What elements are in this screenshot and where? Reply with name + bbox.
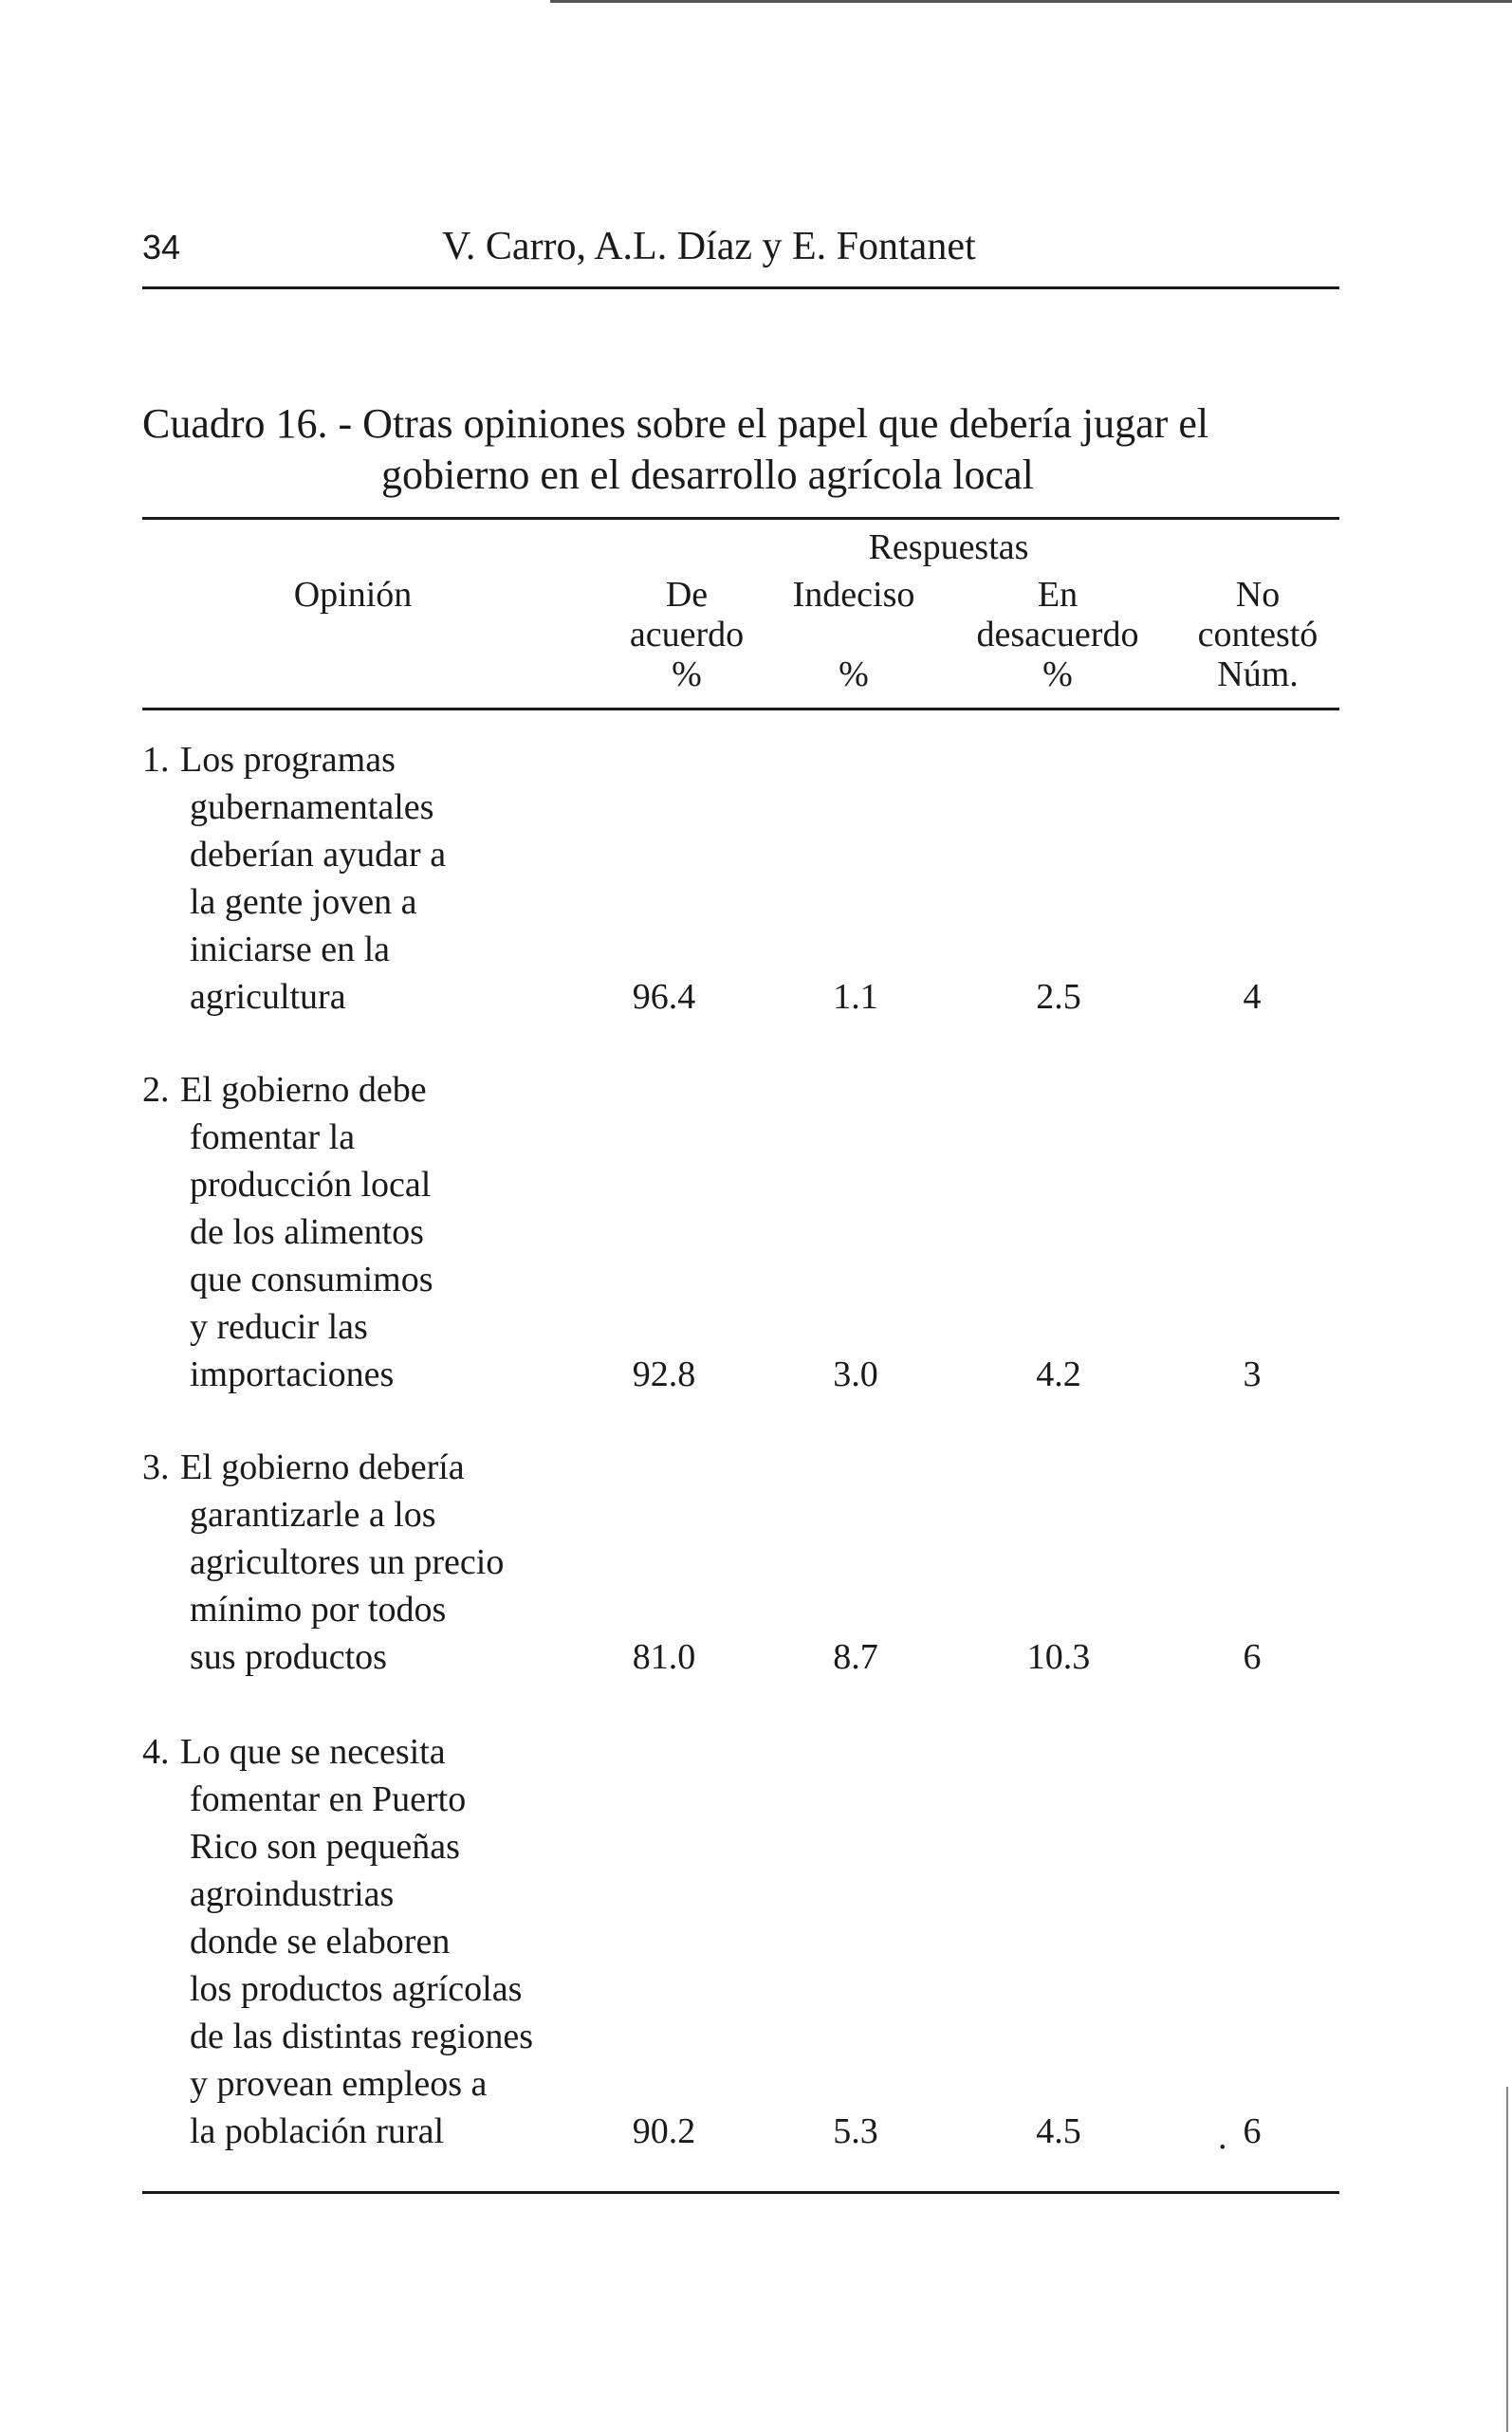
header-line: % bbox=[839, 654, 869, 694]
value-en-desacuerdo: 4.2 bbox=[1036, 1354, 1081, 1394]
opinion-number: 1. bbox=[142, 740, 170, 780]
value-en-desacuerdo: 4.5 bbox=[1036, 2111, 1081, 2151]
header-indeciso bbox=[759, 575, 949, 694]
opinion-rest: fomentar la producción local de los alimentos que consumimos y reducir las importaciones bbox=[190, 1117, 433, 1394]
opinion-text bbox=[142, 736, 636, 1021]
value-de-acuerdo: 92.8 bbox=[632, 1354, 696, 1394]
header-no-contesto bbox=[1163, 575, 1353, 694]
header-line: % bbox=[1042, 654, 1073, 694]
header-de-acuerdo bbox=[592, 575, 782, 694]
header-line: % bbox=[672, 654, 702, 694]
print-speck: . bbox=[1218, 2117, 1227, 2157]
header-line: No bbox=[1235, 575, 1281, 615]
opinion-first-line: El gobierno debería bbox=[180, 1447, 465, 1487]
header-line: En bbox=[1037, 575, 1079, 615]
opinion-number: 2. bbox=[142, 1070, 170, 1110]
header-bottom-rule bbox=[142, 708, 1339, 710]
table-top-rule bbox=[142, 517, 1339, 520]
opinion-text bbox=[142, 1066, 636, 1398]
opinion-rest: fomentar en Puerto Rico son pequeñas agroindustrias donde se elaboren los productos agrícolas de las distintas regiones y provean empleos a la población rural bbox=[190, 1779, 533, 2151]
value-indeciso: 8.7 bbox=[833, 1637, 878, 1677]
table-title-line: Cuadro 16. - Otras opiniones sobre el papel que debería jugar el bbox=[142, 400, 1209, 447]
opinion-first-line: El gobierno debe bbox=[180, 1070, 427, 1110]
value-de-acuerdo: 90.2 bbox=[632, 2111, 696, 2151]
header-en-desacuerdo bbox=[963, 575, 1152, 694]
opinion-number: 3. bbox=[142, 1447, 170, 1487]
value-indeciso: 5.3 bbox=[833, 2111, 878, 2151]
header-respuestas: Respuestas bbox=[868, 527, 1029, 567]
opinion-first-line: Los programas bbox=[180, 740, 396, 780]
value-en-desacuerdo: 2.5 bbox=[1036, 977, 1081, 1017]
header-line: acuerdo bbox=[629, 615, 745, 654]
scan-edge-line bbox=[550, 0, 1512, 3]
header-line: contestó bbox=[1197, 615, 1318, 654]
value-de-acuerdo: 81.0 bbox=[632, 1637, 696, 1677]
scan-edge-line bbox=[1506, 2087, 1508, 2432]
header-line: De bbox=[665, 575, 709, 615]
opinion-text bbox=[142, 1728, 636, 2155]
table-bottom-rule bbox=[142, 2191, 1339, 2194]
value-indeciso: 3.0 bbox=[833, 1354, 878, 1394]
table-title-line: gobierno en el desarrollo agrícola local bbox=[381, 451, 1034, 498]
opinion-rest: garantizarle a los agricultores un precio mínimo por todos sus productos bbox=[190, 1495, 505, 1677]
opinion-first-line: Lo que se necesita bbox=[180, 1732, 446, 1772]
value-indeciso: 1.1 bbox=[833, 977, 878, 1017]
value-no-contesto: 4 bbox=[1243, 977, 1262, 1017]
header-line: Núm. bbox=[1217, 654, 1299, 694]
value-de-acuerdo: 96.4 bbox=[632, 977, 696, 1017]
header-line: desacuerdo bbox=[976, 615, 1139, 654]
running-head bbox=[142, 224, 1339, 277]
header-rule bbox=[142, 286, 1339, 289]
header-line: Indeciso bbox=[792, 575, 915, 615]
opinion-rest: gubernamentales deberían ayudar a la gente joven a iniciarse en la agricultura bbox=[190, 787, 447, 1017]
value-en-desacuerdo: 10.3 bbox=[1026, 1637, 1091, 1677]
value-no-contesto: 6 bbox=[1243, 2111, 1262, 2151]
value-no-contesto: 6 bbox=[1243, 1637, 1262, 1677]
authors: V. Carro, A.L. Díaz y E. Fontanet bbox=[442, 225, 976, 268]
table-title bbox=[142, 398, 1347, 501]
page-number: 34 bbox=[142, 228, 181, 267]
opinion-text bbox=[142, 1444, 636, 1681]
value-no-contesto: 3 bbox=[1243, 1354, 1262, 1394]
header-opinion: Opinión bbox=[293, 575, 413, 615]
opinion-number: 4. bbox=[142, 1732, 170, 1772]
